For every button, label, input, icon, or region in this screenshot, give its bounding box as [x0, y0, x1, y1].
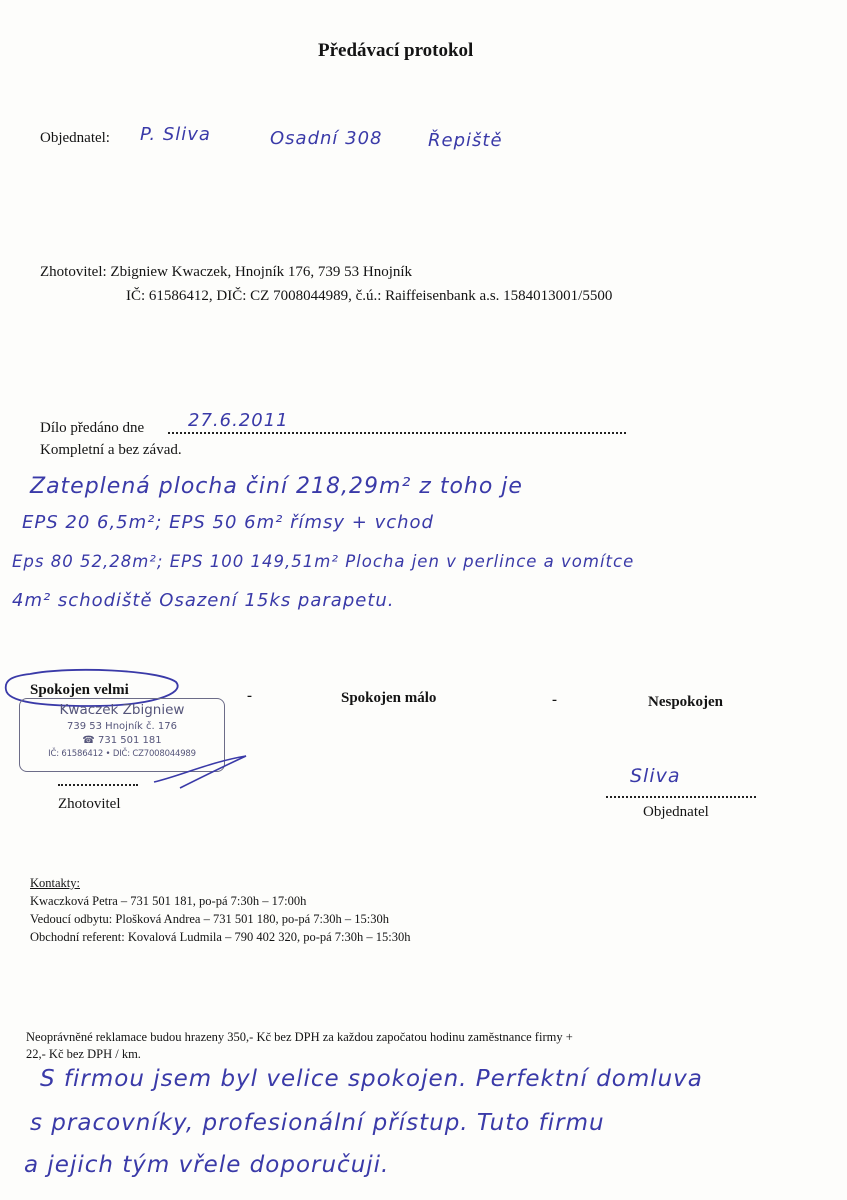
- reclamation-note: 22,- Kč bez DPH / km.: [26, 1047, 141, 1061]
- handover-status: Kompletní a bez závad.: [40, 442, 182, 458]
- stamp-phone: ☎ 731 501 181: [82, 735, 162, 746]
- objednatel-label: Objednatel: [643, 804, 709, 820]
- objednatel-signature: Sliva: [630, 765, 681, 787]
- zhotovitel-label: Zhotovitel: [58, 796, 121, 812]
- zhotovitel-line: Zhotovitel: Zbigniew Kwaczek, Hnojník 176, 739 53 Hnojník: [40, 264, 413, 280]
- satisfaction-little: Spokojen málo: [341, 690, 437, 706]
- testimonial-line: a jejich tým vřele doporučuji.: [24, 1152, 390, 1178]
- stamp-address: 739 53 Hnojník č. 176: [67, 721, 177, 732]
- handwritten-note-line: 4m² schodiště Osazení 15ks parapetu.: [12, 590, 395, 611]
- testimonial-line: S firmou jsem byl velice spokojen. Perfektní domluva: [40, 1066, 703, 1092]
- handwritten-note-line: EPS 20 6,5m²; EPS 50 6m² římsy + vchod: [22, 512, 434, 533]
- objednatel-address: Osadní 308: [270, 128, 383, 149]
- handwritten-note-line: Zateplená plocha činí 218,29m² z toho je: [30, 474, 523, 499]
- contact-line: Kwaczková Petra – 731 501 181, po-pá 7:30h – 17:00h: [30, 894, 307, 908]
- satisfaction-dash: -: [552, 692, 557, 708]
- objednatel-town: Řepiště: [428, 130, 503, 151]
- objednatel-signature-line: [606, 796, 756, 798]
- handover-dotted-line: [168, 432, 626, 434]
- testimonial-line: s pracovníky, profesionální přístup. Tuto firmu: [30, 1110, 605, 1136]
- zhotovitel-ids: IČ: 61586412, DIČ: CZ 7008044989, č.ú.: Raiffeisenbank a.s. 1584013001/5500: [126, 288, 613, 304]
- handover-date: 27.6.2011: [188, 410, 289, 431]
- document-title: Předávací protokol: [318, 40, 474, 61]
- handover-label: Dílo předáno dne: [40, 420, 145, 436]
- objednatel-name: P. Sliva: [140, 124, 211, 145]
- contact-line: Obchodní referent: Kovalová Ludmila – 790 402 320, po-pá 7:30h – 15:30h: [30, 930, 411, 944]
- satisfaction-not: Nespokojen: [648, 694, 724, 710]
- zhotovitel-signature-line: [58, 784, 138, 786]
- stamp-ids: IČ: 61586412 • DIČ: CZ7008044989: [48, 749, 196, 759]
- satisfaction-very: Spokojen velmi: [30, 682, 129, 698]
- satisfaction-dash: -: [247, 688, 252, 704]
- objednatel-label: Objednatel:: [40, 130, 110, 146]
- contact-line: Vedoucí odbytu: Plošková Andrea – 731 501 180, po-pá 7:30h – 15:30h: [30, 912, 389, 926]
- contacts-heading: Kontakty:: [30, 876, 80, 890]
- reclamation-note: Neoprávněné reklamace budou hrazeny 350,- Kč bez DPH za každou započatou hodinu zaměstnance firmy +: [26, 1030, 573, 1044]
- zhotovitel-signature: [150, 752, 260, 796]
- handwritten-note-line: Eps 80 52,28m²; EPS 100 149,51m² Plocha jen v perlince a vomítce: [12, 552, 635, 571]
- stamp-name: Kwaczek Zbigniew: [59, 702, 185, 718]
